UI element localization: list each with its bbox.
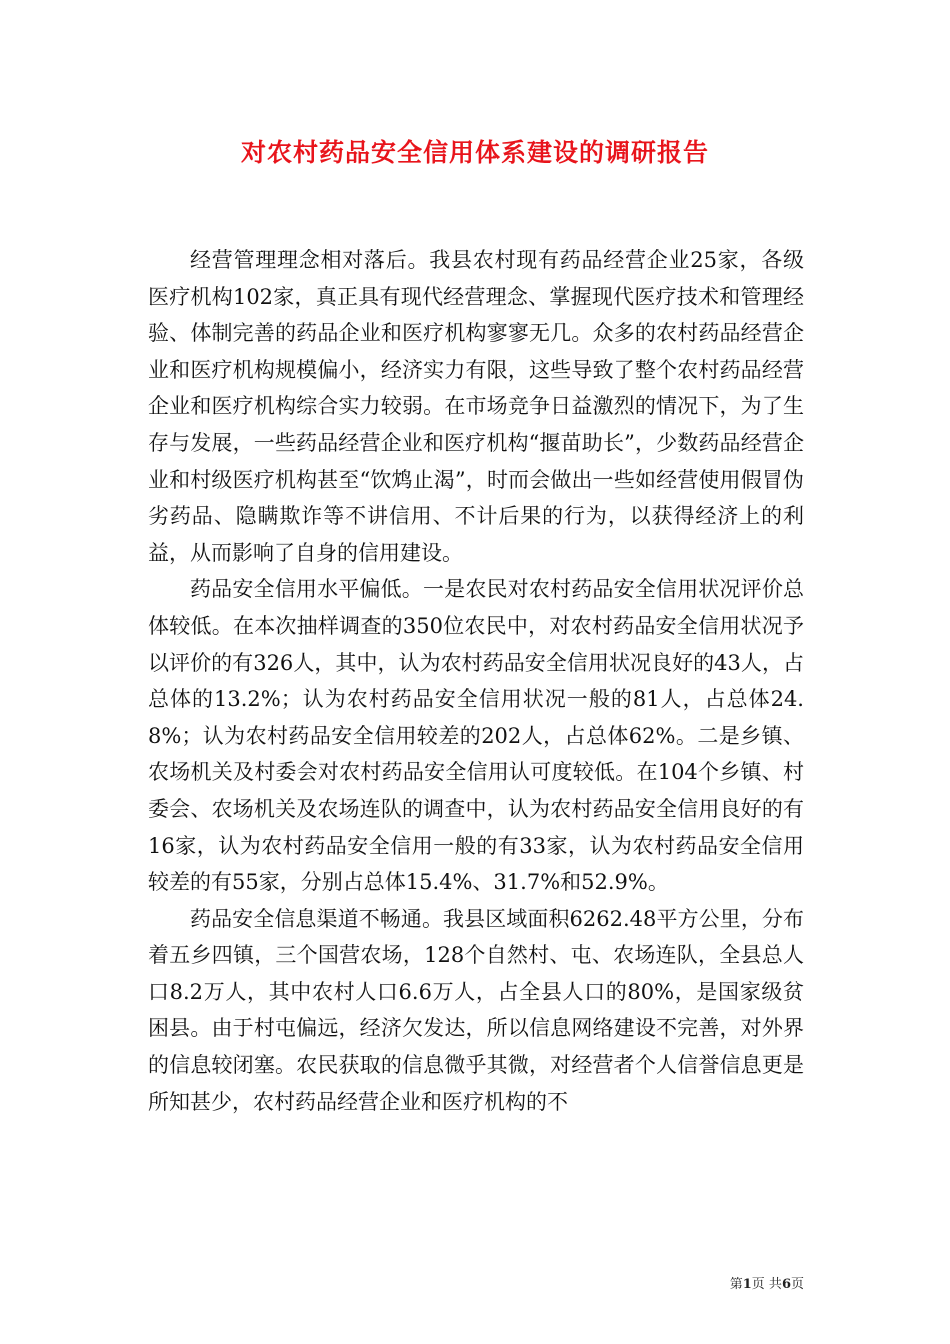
document-title: 对农村药品安全信用体系建设的调研报告 bbox=[240, 138, 709, 167]
page-footer bbox=[730, 1273, 804, 1292]
footer-prefix: 第 bbox=[729, 1277, 743, 1292]
footer-suffix: 页 bbox=[790, 1277, 804, 1292]
footer-total-pages: 6 bbox=[781, 1277, 791, 1292]
footer-page-number: 1 bbox=[742, 1277, 752, 1292]
document-body bbox=[148, 242, 804, 1120]
paragraph-information-channel: 药品安全信息渠道不畅通。我县区域面积6262.48平方公里，分布着五乡四镇，三个国营农场，128个自然村、屯、农场连队，全县总人口8.2万人，其中农村人口6.6万人，占全县人口的80%，是国家级贫困县。由于村屯偏远，经济欠发达，所以信息网络建设不完善，对外界的信息较闭塞。农民获取的信息微乎其微，对经营者个人信誉信息更是所知甚少，农村药品经营企业和医疗机构的不 bbox=[148, 906, 804, 1114]
paragraph-credit-level: 药品安全信用水平偏低。一是农民对农村药品安全信用状况评价总体较低。在本次抽样调查的350位农民中，对农村药品安全信用状况予以评价的有326人，其中，认为农村药品安全信用状况良好的43人，占总体的13.2%；认为农村药品安全信用状况一般的81人，占总体24.8%；认为农村药品安全信用较差的202人，占总体62%。二是乡镇、农场机关及村委会对农村药品安全信用认可度较低。在104个乡镇、村委会、农场机关及农场连队的调查中，认为农村药品安全信用良好的有16家，认为农村药品安全信用一般的有33家，认为农村药品安全信用较差的有55家，分别占总体15.4%、31.7%和52.9%。 bbox=[148, 577, 804, 895]
footer-middle: 页 共 bbox=[751, 1277, 782, 1292]
paragraph-management: 经营管理理念相对落后。我县农村现有药品经营企业25家，各级医疗机构102家，真正具有现代经营理念、掌握现代医疗技术和管理经验、体制完善的药品企业和医疗机构寥寥无几。众多的农村药品经营企业和医疗机构规模偏小，经济实力有限，这些导致了整个农村药品经营企业和医疗机构综合实力较弱。在市场竞争日益激烈的情况下，为了生存与发展，一些药品经营企业和医疗机构“揠苗助长”，少数药品经营企业和村级医疗机构甚至“饮鸩止渴”，时而会做出一些如经营使用假冒伪劣药品、隐瞒欺诈等不讲信用、不计后果的行为，以获得经济上的利益，从而影响了自身的信用建设。 bbox=[148, 248, 804, 565]
